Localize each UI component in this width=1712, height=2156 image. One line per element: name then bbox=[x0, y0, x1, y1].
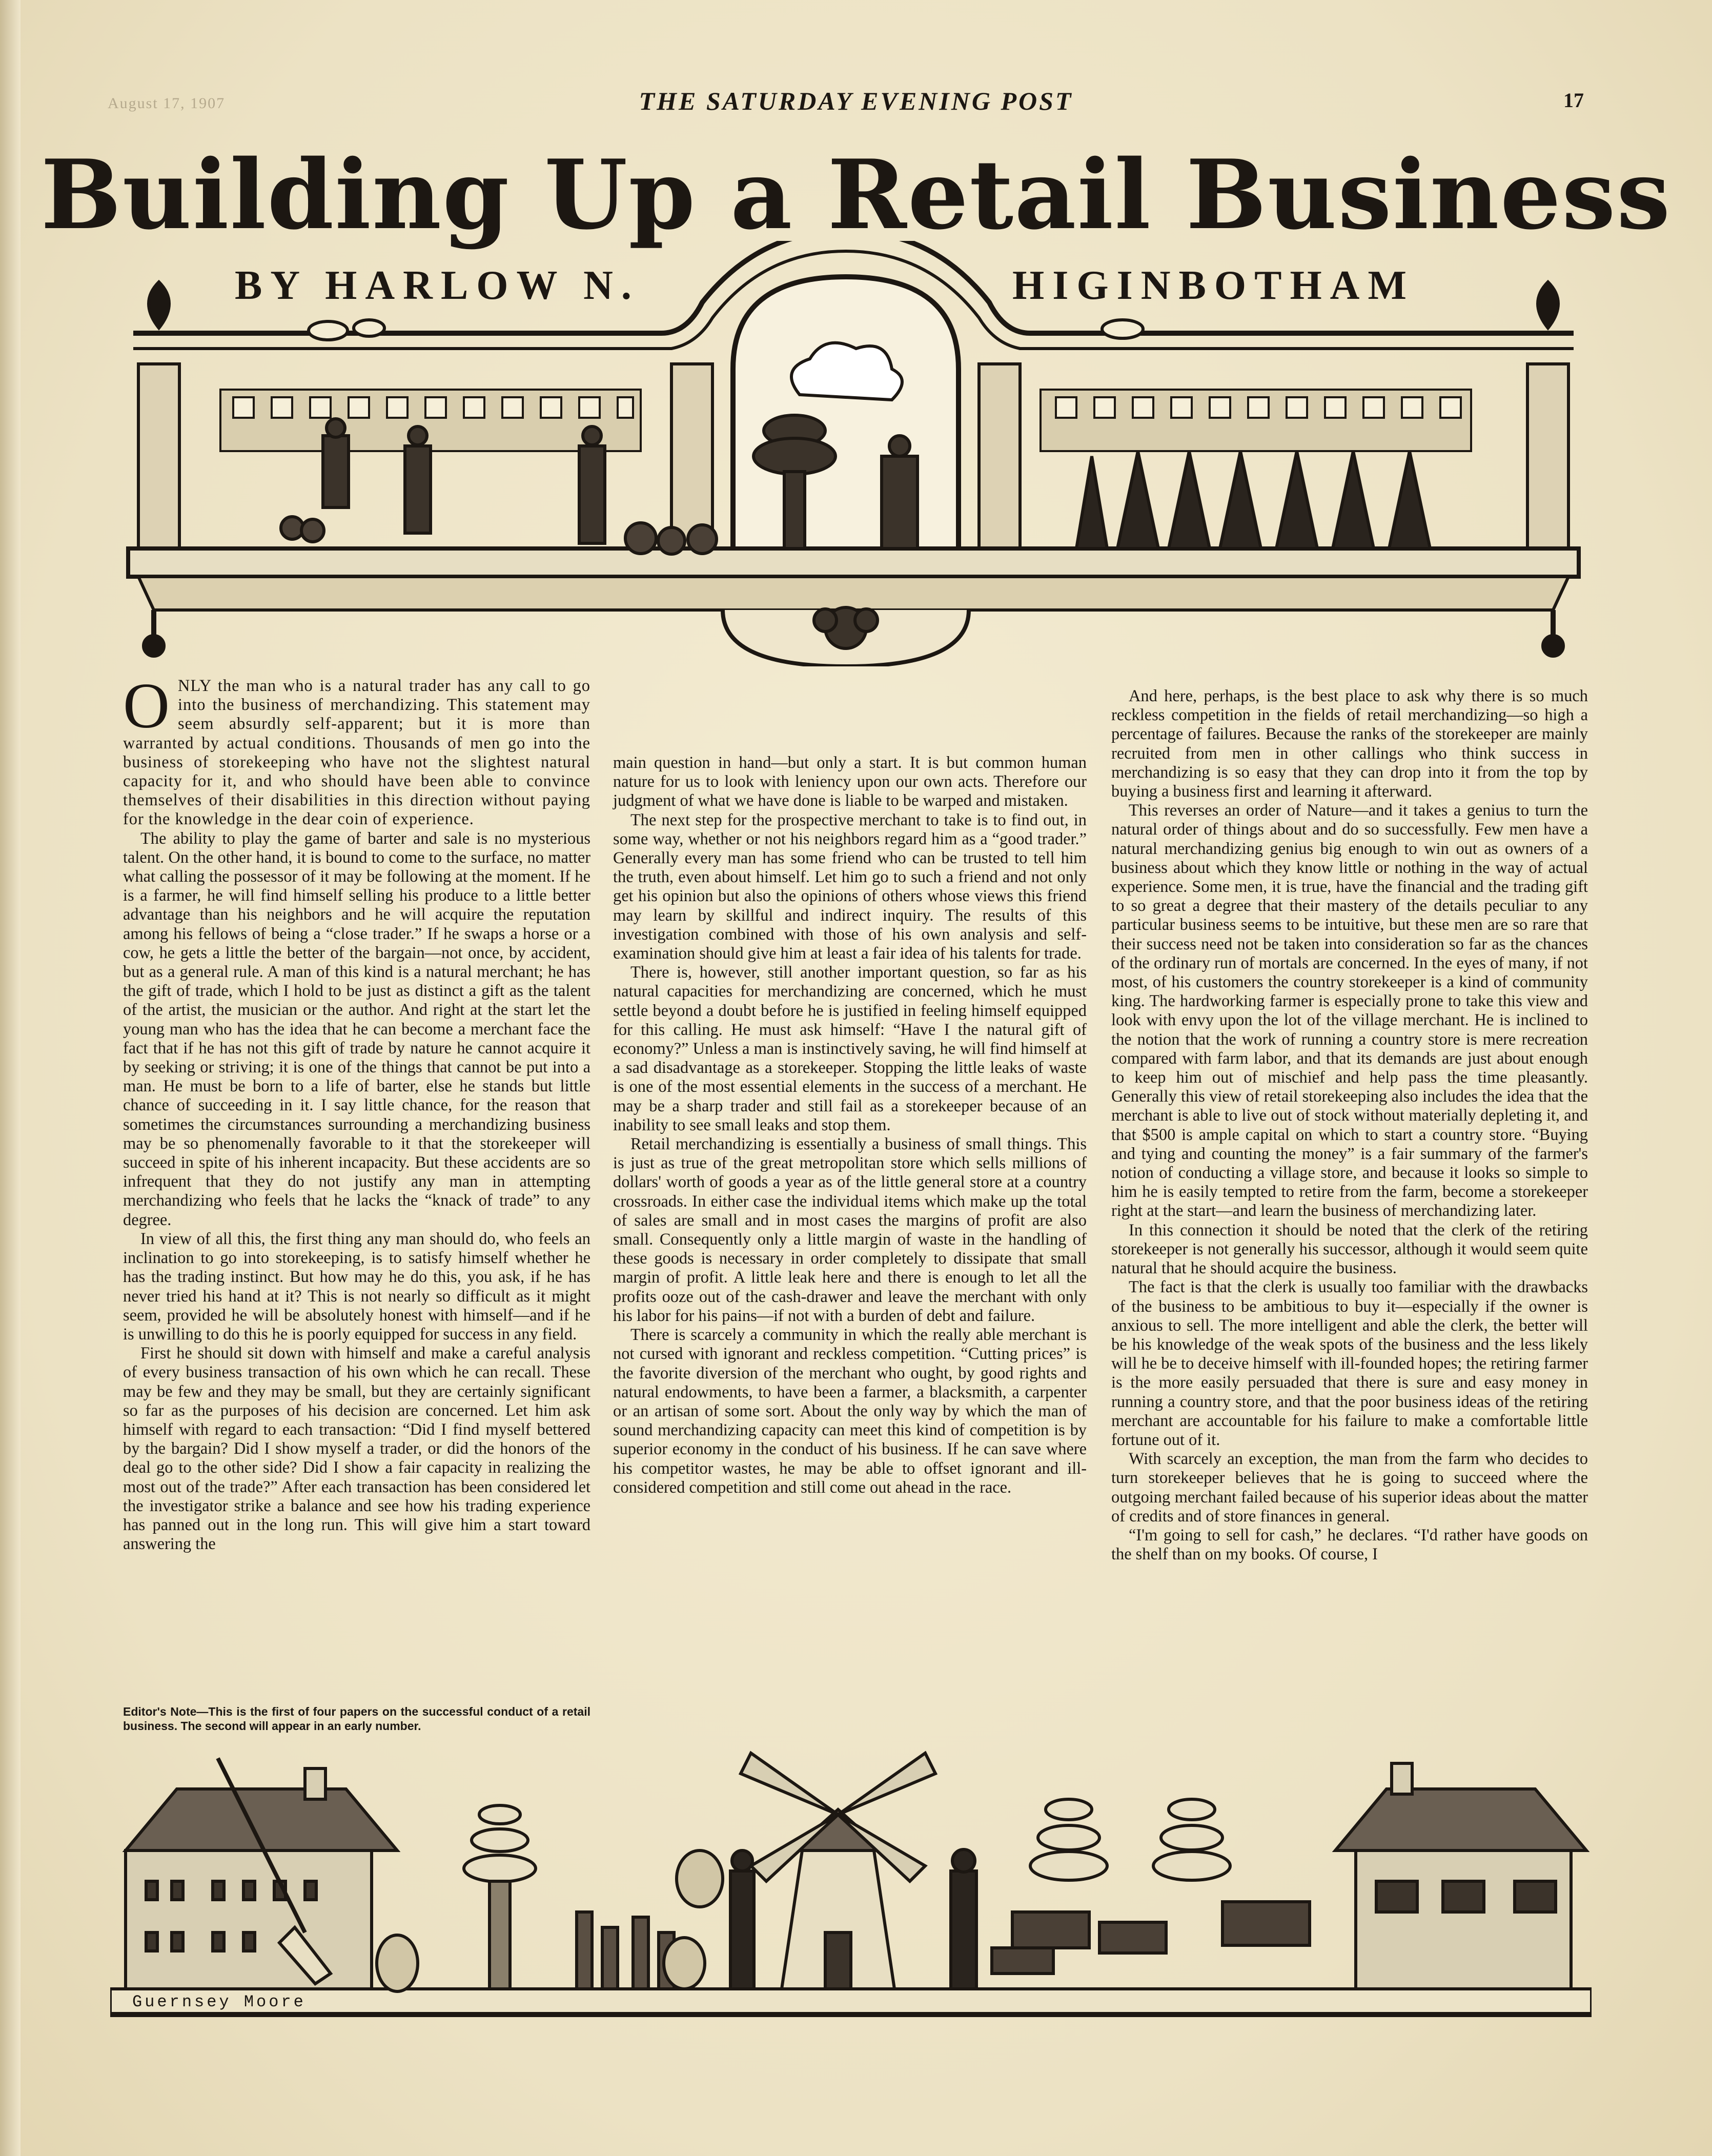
editors-note-text: Editor's Note—This is the first of four papers on the successful conduct of a retail business. The second will appear in an early number. bbox=[123, 1705, 590, 1733]
drop-cap: O bbox=[123, 670, 170, 742]
page-number: 17 bbox=[1563, 89, 1584, 112]
paragraph: The fact is that the clerk is usually too familiar with the drawbacks of the business to be ambitious to buy it—especially if the owner is anxious to sell. The more intelligent and able the clerk, the better will be his knowledge of the weak spots of the business and the less likely will he be to deceive himself with ill-founded hopes; the retiring farmer is the more easily persuaded that there is sure and easy money in running a country store, and that the poor business ideas of the retiring merchant are accountable for his failure to make a comfortable little fortune out of it. bbox=[1111, 1278, 1588, 1449]
paragraph: There is scarcely a community in which the really able merchant is not cursed with ignorant and reckless competition. “Cutting prices” is the favorite diversion of the merchant who ought, by good rights and natural endowments, to have been a farmer, a blacksmith, a carpenter or an artisan of some sort. About the only way by which the man of sound merchandizing capacity can meet this kind of competition is by superior economy in the conduct of his business. If he can save where his competitor wastes, he may be able to offset ignorant and ill-considered competition and still come out ahead in the race. bbox=[613, 1326, 1087, 1497]
paragraph: main question in hand—but only a start. It is but common human nature for us to look with leniency upon our own acts. Therefore our judgment of what we have done is liable to be warped and mistaken. bbox=[613, 754, 1087, 810]
editors-note bbox=[123, 1704, 590, 1733]
bleed-through-text: August 17, 1907 bbox=[108, 95, 226, 112]
column-2 bbox=[613, 754, 1087, 1497]
paragraph: And here, perhaps, is the best place to ask why there is so much reckless competition in the fields of retail merchandizing—so high a percentage of failures. Because the ranks of the storekeeper are mainly recruited from men in other callings who think success in merchandizing is so easy that they can drop into it from the top by buying a business first and learning it afterward. bbox=[1111, 687, 1588, 801]
byline-first: BY HARLOW N. bbox=[235, 263, 640, 308]
paragraph: In this connection it should be noted that the clerk of the retiring storekeeper is not generally his successor, although it would seem quite natural that he should acquire the business. bbox=[1111, 1221, 1588, 1278]
article-title: Building Up a Retail Business bbox=[40, 138, 1672, 251]
paragraph-text: NLY the man who is a natural trader has any call to go into the business of merchandizing. This statement may seem absurdly self-apparent; but it is more than warranted by actual conditions. Thousands of men go into the business of storekeeping who have not the slightest natural capacity for it, and who should have been able to convince themselves of their disabilities in this direction without paying for the knowledge in the dear coin of experience. bbox=[123, 677, 590, 829]
column-3 bbox=[1111, 687, 1588, 1564]
byline-last: HIGINBOTHAM bbox=[1012, 263, 1415, 308]
paragraph: The ability to play the game of barter and sale is no mysterious talent. On the other hand, it is bound to come to the surface, no matter what calling the possessor of it may be following at the moment. If he is a farmer, he will find himself selling his produce to a little better advantage than his neighbors and he will acquire the reputation among his fellows of being a “close trader.” If he swaps a horse or a cow, he gets a little the better of the bargain—not once, by accident, but as a general rule. A man of this kind is a natural merchant; he has the gift of trade, which I hold to be just as distinct a gift as the talent of the artist, the musician or the author. And right at the start let the young man who has the idea that he can become a merchant face the fact that if he has not this gift of trade by nature he cannot acquire it by seeking or striving; it is one of the things that cannot be put into a man. He must be born to a life of barter, else he stands but little chance of succeeding in it. I say little chance, for the reason that sometimes the circumstances surrounding a merchandizing business may be so phenomenally favorable to it that the storekeeper will succeed in spite of his inherent incapacity. But these accidents are so infrequent that they do not justify any man in attempting merchandizing who feels that he lacks the “knack of trade” to any degree. bbox=[123, 829, 590, 1229]
paragraph: Retail merchandizing is essentially a business of small things. This is just as true of the great metropolitan store which sells millions of dollars' worth of goods a year as of the little general store at a country crossroads. In either case the individual items which make up the total of sales are small and in most cases the margins of profit are also small. Consequently only a little margin of waste in the handling of these goods is necessary in order completely to dissipate that small margin of profit. A little leak here and there is enough to let all the profits ooze out of the cash-drawer and leave the merchant with only his labor for his pains—if not with a burden of debt and failure. bbox=[613, 1135, 1087, 1325]
paragraph: In view of all this, the first thing any man should do, who feels an inclination to go into storekeeping, is to satisfy himself whether he has the trading instinct. But how may he do this, you ask, if he has never tried his hand at it? This is not nearly so difficult as it might seem, provided he will be absolutely honest with himself—and if he is unwilling to do this he is poorly equipped for success in any field. bbox=[123, 1229, 590, 1344]
paragraph: This reverses an order of Nature—and it takes a genius to turn the natural order of things about and do so successfully. Few men have a natural merchandizing genius big enough to win out as owners of a business about which they know little or nothing in the way of actual experience. Some men, it is true, have the financial and the trading gift to so great a degree that their mastery of the details peculiar to any particular business seems to be intuitive, but these men are so rare that their success need not be taken into consideration so far as the chances of the ordinary run of mortals are concerned. In the eyes of many, if not most, of his customers the country storekeeper is a kind of community king. The hardworking farmer is especially prone to take this view and look with envy upon the lot of the village merchant. He is inclined to the notion that the work of running a country store is mere recreation compared with farm labor, and that its demands are just about enough to keep him out of mischief and help pass the time pleasantly. Generally this view of retail storekeeping also includes the idea that the merchant is able to live out of stock without materially depleting it, and that $500 is ample capital on which to start a country store. “Buying and tying and counting the money” is a fair summary of the farmer's notion of conducting a village store, and because it looks so simple to him he is easily tempted to retire from the farm, become a storekeeper right at the start—and learn the business of merchandizing later. bbox=[1111, 801, 1588, 1221]
footer-illustration bbox=[110, 1748, 1592, 2035]
paragraph bbox=[123, 670, 590, 829]
paragraph: There is, however, still another important question, so far as his natural capacities for merchandizing are concerned, which he must settle beyond a doubt before he is justified in feeling himself equipped for this calling. He must ask himself: “Have I the natural gift of economy?” Unless a man is instinctively saving, he will find himself at a sad disadvantage as a storekeeper. Stopping the little leaks of waste is one of the most essential elements in the success of a merchant. He may be a sharp trader and still fail as a storekeeper because of an inability to see small leaks and stop them. bbox=[613, 963, 1087, 1134]
paragraph: The next step for the prospective merchant to take is to find out, in some way, whether or not his neighbors regard him as a “good trader.” Generally every man has some friend who can be trusted to tell him the truth, even about himself. Let him go to such a friend and not only get his opinion but also the opinions of others whose views this friend may learn by skillful and indirect inquiry. The results of this investigation combined with those of his own analysis and self-examination should give him at least a fair idea of his talents for trade. bbox=[613, 810, 1087, 963]
header-illustration bbox=[118, 241, 1589, 666]
paragraph: With scarcely an exception, the man from the farm who decides to turn storekeeper believes that he is going to succeed where the outgoing merchant failed because of his superior ideas about the matter of credits and of store finances in general. bbox=[1111, 1450, 1588, 1526]
column-1 bbox=[123, 670, 590, 1554]
page-binding-shadow bbox=[0, 0, 21, 2156]
paragraph: “I'm going to sell for cash,” he declares. “I'd rather have goods on the shelf than on my books. Of course, I bbox=[1111, 1526, 1588, 1564]
running-head: THE SATURDAY EVENING POST bbox=[639, 87, 1073, 115]
paragraph: First he should sit down with himself and make a careful analysis of every business transaction of his own which he can recall. These may be few and they may be small, but they are certainly significant so far as the purposes of his decision are concerned. Let him ask himself with regard to each transaction: “Did I find myself bettered by the bargain? Did I show myself a trader, or did the honors of the deal go to the other side? Did I show a fair capacity in realizing the most out of the trade?” After each transaction has been considered let the investigator strike a balance and see how his trading experience has panned out in the long run. This will give him a start toward answering the bbox=[123, 1344, 590, 1554]
artist-signature: Guernsey Moore bbox=[132, 1992, 306, 2011]
